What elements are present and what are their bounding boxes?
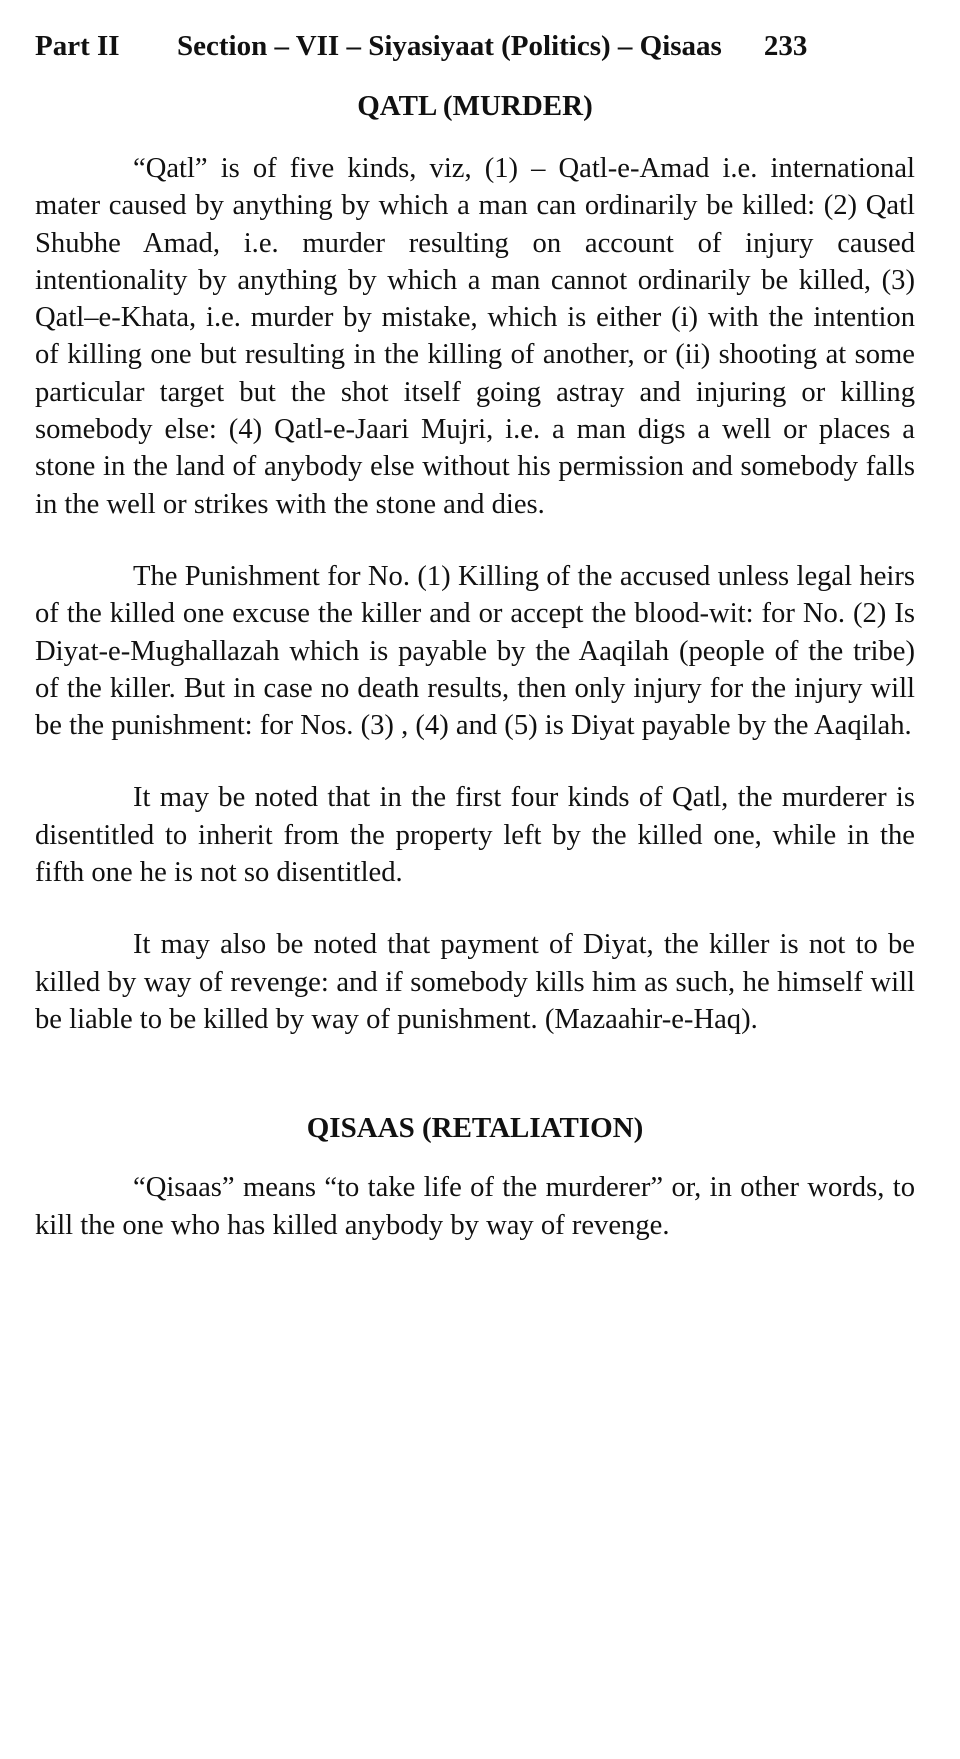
qatl-paragraph-kinds: “Qatl” is of five kinds, viz, (1) – Qatl-e-Amad i.e. international mater caused by anything by which a man can ordinarily be killed: (2) Qatl Shubhe Amad, i.e. murder resulting on account of injury caused intentionality by anything by which a man cannot ordinarily be killed, (3) Qatl–e-Khata, i.e. murder by mistake, which is either (i) with the intention of killing one but resulting in the killing of another, or (ii) shooting at some particular target but the shot itself going astray and injuring or killing somebody else: (4) Qatl-e-Jaari Mujri, i.e. a man digs a well or places a stone in the land of anybody else without his permission and somebody falls in the well or strikes with the stone and dies. — [35, 153, 915, 520]
document-page — [35, 26, 915, 1244]
qisaas-paragraph-definition: “Qisaas” means “to take life of the murderer” or, in other words, to kill the one who has killed anybody by way of revenge. — [35, 1172, 915, 1241]
qatl-paragraph-punishment: The Punishment for No. (1) Killing of the accused unless legal heirs of the killed one excuse the killer and or accept the blood-wit: for No. (2) Is Diyat-e-Mughallazah which is payable by the Aaqilah (people of the tribe) of the killer. But in case no death results, then only injury for the injury will be the punishment: for Nos. (3) , (4) and (5) is Diyat payable by the Aaqilah. — [35, 560, 915, 742]
qatl-heading: QATL (MURDER) — [357, 90, 593, 122]
qatl-paragraph-diyat: It may also be noted that payment of Diyat, the killer is not to be killed by way of revenge: and if somebody kills him as such, he himself will be liable to be killed by way of punishment. (Mazaahir-e-Haq). — [35, 929, 915, 1035]
page-number: 233 — [763, 30, 808, 62]
qisaas-heading: QISAAS (RETALIATION) — [306, 1112, 644, 1145]
qatl-paragraph-inheritance: It may be noted that in the first four kinds of Qatl, the murderer is disentitled to inherit from the property left by the killed one, while in the fifth one he is not so disentitled. — [35, 782, 915, 889]
running-header — [35, 26, 915, 66]
header-section-title: Section – VII – Siyasiyaat (Politics) – Qisaas — [177, 30, 722, 62]
header-part: Part II — [35, 30, 120, 62]
